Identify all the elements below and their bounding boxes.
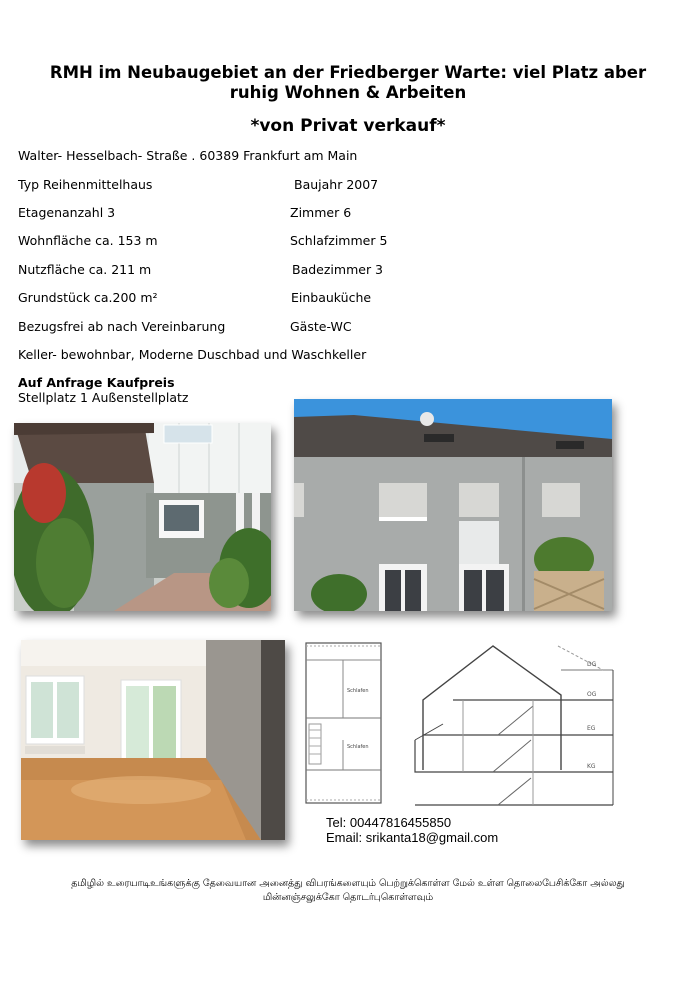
price-label: Auf Anfrage Kaufpreis <box>18 375 175 390</box>
tamil-note-line-2: மின்னஞ்சலுக்கோ தொடர்புகொள்ளவும் <box>262 892 434 903</box>
section-label-eg: EG <box>587 725 596 732</box>
photo-facade <box>294 399 612 611</box>
floorplan-label-room2: Schlafen <box>347 744 369 750</box>
detail-left-type: Typ Reihenmittelhaus <box>18 177 153 192</box>
floorplan-drawing <box>303 640 615 806</box>
section-label-og: OG <box>587 691 597 698</box>
detail-left-nutzflaeche: Nutzfläche ca. 211 m <box>18 262 152 277</box>
detail-left-grundstueck: Grundstück ca.200 m² <box>18 290 158 305</box>
detail-right-gaeste-wc: Gäste-WC <box>290 319 352 334</box>
detail-left-bezugsfrei: Bezugsfrei ab nach Vereinbarung <box>18 319 226 334</box>
page-subtitle: *von Privat verkauf* <box>250 116 446 136</box>
detail-left-wohnflaeche: Wohnfläche ca. 153 m <box>18 233 158 248</box>
detail-left-etagen: Etagenanzahl 3 <box>18 205 116 220</box>
tamil-note-line-1: தமிழில் உரையாடிஉங்களுக்கு தேவையான அனைத்து விபரங்களையும் பெற்றுக்கொள்ள மேல் உள்ள தொலைபேசிக்கோ அல்லது <box>71 878 625 889</box>
photo-entrance <box>14 423 271 611</box>
extra-features: Keller- bewohnbar, Moderne Duschbad und Waschkeller <box>18 347 367 362</box>
detail-right-schlafzimmer: Schlafzimmer 5 <box>290 233 388 248</box>
page-title-line-2: ruhig Wohnen & Arbeiten <box>229 83 467 102</box>
section-label-dg: DG <box>587 661 597 668</box>
contact-tel[interactable]: Tel: 00447816455850 <box>326 815 452 830</box>
floorplan-label-room1: Schlafen <box>347 688 369 694</box>
detail-right-baujahr: Baujahr 2007 <box>294 177 379 192</box>
detail-right-kueche: Einbauküche <box>291 290 372 305</box>
section-label-kg: KG <box>587 763 596 770</box>
detail-right-zimmer: Zimmer 6 <box>290 205 352 220</box>
detail-right-badezimmer: Badezimmer 3 <box>292 262 384 277</box>
contact-email[interactable]: Email: srikanta18@gmail.com <box>326 830 499 845</box>
photo-interior <box>21 640 285 840</box>
page-title-line-1: RMH im Neubaugebiet an der Friedberger Warte: viel Platz aber <box>49 63 647 82</box>
address-text: Walter- Hesselbach- Straße . 60389 Frankfurt am Main <box>18 148 358 163</box>
parking-text: Stellplatz 1 Außenstellplatz <box>18 390 189 405</box>
